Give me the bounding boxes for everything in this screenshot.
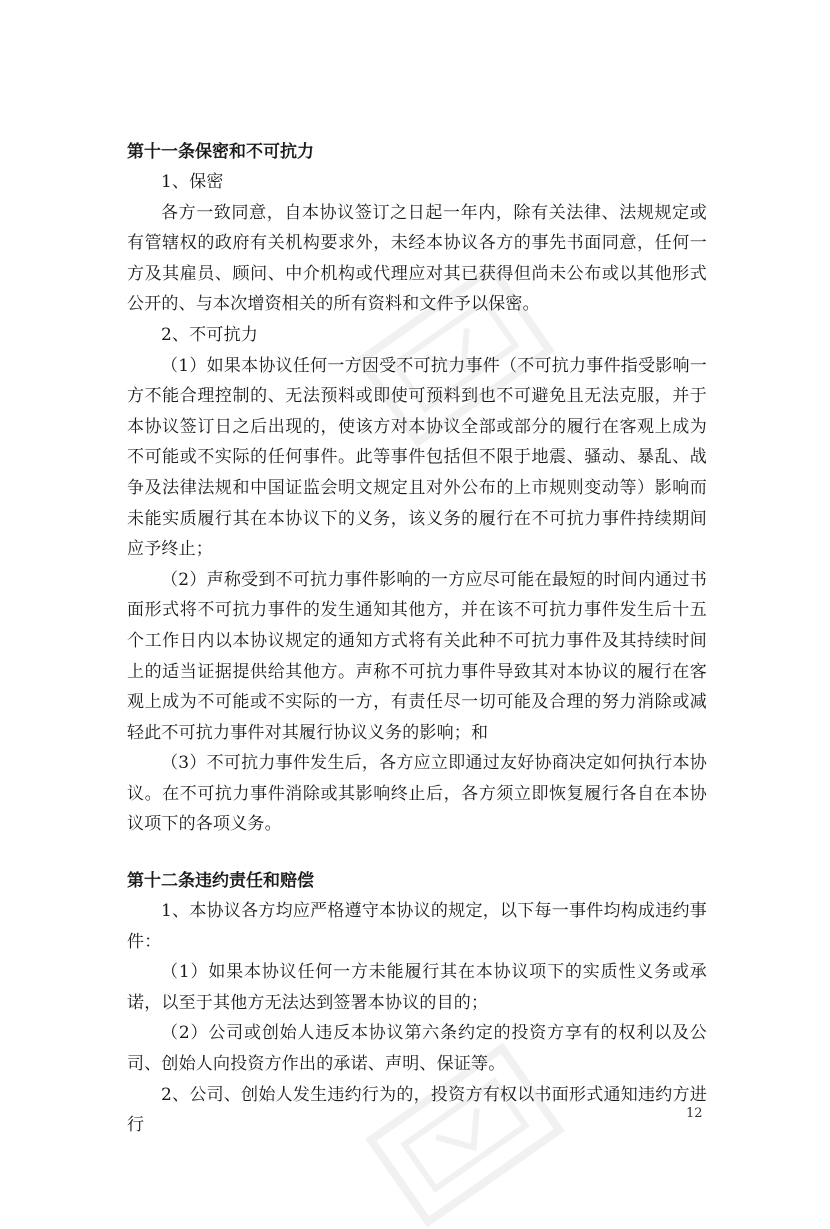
section-12-heading: 第十二条违约责任和赔偿	[127, 871, 314, 892]
section-11-item-2-para-3: （3）不可抗力事件发生后，各方应立即通过友好协商决定如何执行本协议。在不可抗力事件消除或其影响终止后，各方须立即恢复履行各自在本协议项下的各项义务。	[127, 753, 707, 835]
section-11-heading: 第十一条保密和不可抗力	[127, 142, 314, 162]
section-12-para-1: 1、本协议各方均应严格遵守本协议的规定，以下每一事件均构成违约事件：	[127, 901, 707, 952]
page-number: 12	[686, 1106, 703, 1121]
section-12-para-3: （2）公司或创始人违反本协议第六条约定的投资方享有的权利以及公司、创始人向投资方作出的承诺、声明、保证等。	[127, 1023, 707, 1075]
section-12-para-2: （1）如果本协议任何一方未能履行其在本协议项下的实质性义务或承诺，以至于其他方无法达到签署本协议的目的；	[127, 962, 707, 1013]
section-11-item-2-para-2: （2）声称受到不可抗力事件影响的一方应尽可能在最短的时间内通过书面形式将不可抗力事件的发生通知其他方，并在该不可抗力事件发生后十五个工作日内以本协议规定的通知方式将有关此种不可抗力事件及其持续时间上的适当证据提供给其他方。声称不可抗力事件导致其对本协议的履行在客观上成为不可能或不实际的一方，有责任尽一切可能及合理的努力消除或减轻此不可抗力事件对其履行协议义务的影响；和	[127, 569, 707, 743]
section-11-item-2-para-1: （1）如果本协议任何一方因受不可抗力事件（不可抗力事件指受影响一方不能合理控制的、无法预料或即使可预料到也不可避免且无法克服，并于本协议签订日之后出现的，使该方对本协议全部或部分的履行在客观上成为不可能或不实际的任何事件。此等事件包括但不限于地震、骚动、暴乱、战争及法律法规和中国证监会明文规定且对外公布的上市规则变动等）影响而未能实质履行其在本协议下的义务，该义务的履行在不可抗力事件持续期间应予终止；	[127, 355, 707, 560]
section-12-para-4: 2、公司、创始人发生违约行为的，投资方有权以书面形式通知违约方进行	[127, 1084, 707, 1136]
document-body	[127, 137, 707, 1141]
section-11-item-1-text: 各方一致同意，自本协议签订之日起一年内，除有关法律、法规规定或有管辖权的政府有关机构要求外，未经本协议各方的事先书面同意，任何一方及其雇员、顾问、中介机构或代理应对其已获得但尚未公布或以其他形式公开的、与本次增资相关的所有资料和文件予以保密。	[127, 202, 707, 315]
section-11-item-2-title: 2、不可抗力	[161, 324, 259, 345]
section-11-item-1-title: 1、保密	[161, 172, 224, 192]
